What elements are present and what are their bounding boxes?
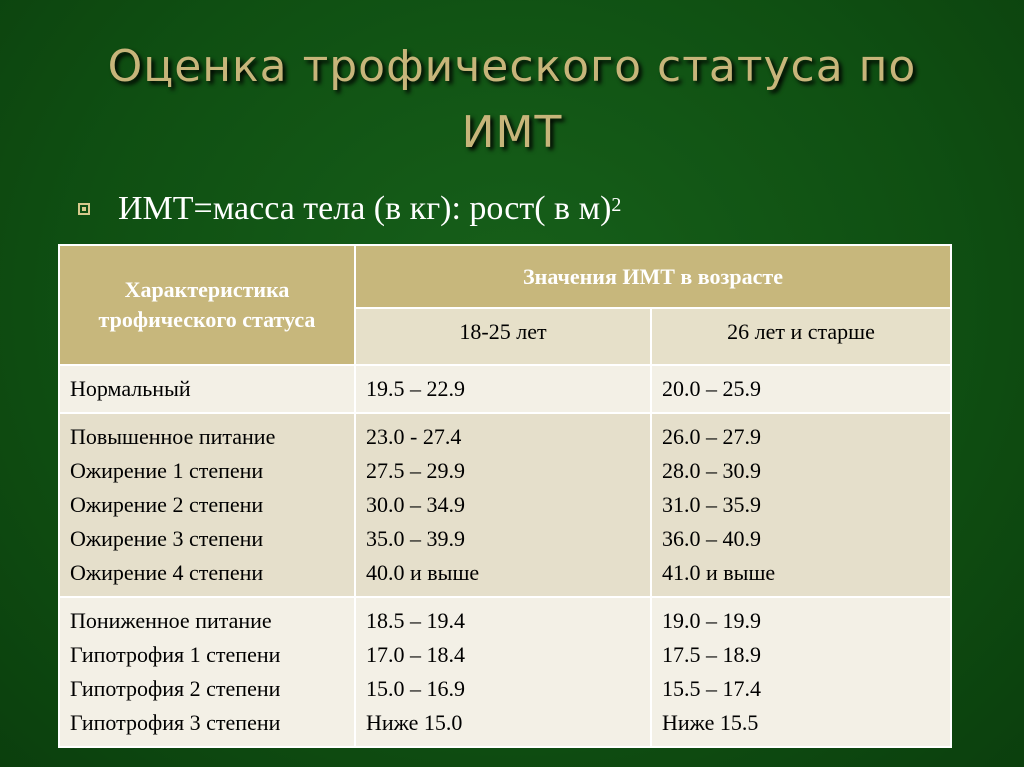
formula-superscript: 2 bbox=[611, 193, 622, 216]
status-line: Гипотрофия 3 степени bbox=[70, 710, 281, 735]
header-age-18-25: 18-25 лет bbox=[355, 308, 651, 365]
bmi-table bbox=[58, 244, 952, 748]
age-26-plus-line: 28.0 – 30.9 bbox=[662, 458, 761, 483]
table-row bbox=[59, 365, 951, 413]
status-cell bbox=[59, 413, 355, 597]
age-26-plus-line: 17.5 – 18.9 bbox=[662, 642, 761, 667]
status-cell bbox=[59, 597, 355, 747]
age-26-plus-cell bbox=[651, 597, 951, 747]
age-18-25-line: 27.5 – 29.9 bbox=[366, 458, 465, 483]
age-18-25-line: Ниже 15.0 bbox=[366, 710, 463, 735]
age-26-plus-cell bbox=[651, 365, 951, 413]
age-26-plus-line: 36.0 – 40.9 bbox=[662, 526, 761, 551]
status-line: Гипотрофия 2 степени bbox=[70, 676, 281, 701]
age-18-25-cell bbox=[355, 365, 651, 413]
age-26-plus-line: 41.0 и выше bbox=[662, 560, 776, 585]
status-line: Повышенное питание bbox=[70, 424, 276, 449]
age-26-plus-line: Ниже 15.5 bbox=[662, 710, 759, 735]
status-line: Гипотрофия 1 степени bbox=[70, 642, 281, 667]
header-characteristic: Характеристика трофического статуса bbox=[59, 245, 355, 365]
status-line: Пониженное питание bbox=[70, 608, 272, 633]
header-age-26-plus: 26 лет и старше bbox=[651, 308, 951, 365]
age-18-25-line: 19.5 – 22.9 bbox=[366, 376, 465, 401]
age-18-25-cell bbox=[355, 597, 651, 747]
age-18-25-line: 40.0 и выше bbox=[366, 560, 480, 585]
age-18-25-line: 17.0 – 18.4 bbox=[366, 642, 465, 667]
age-26-plus-line: 15.5 – 17.4 bbox=[662, 676, 761, 701]
age-18-25-line: 18.5 – 19.4 bbox=[366, 608, 465, 633]
status-line: Ожирение 2 степени bbox=[70, 492, 264, 517]
status-line: Ожирение 4 степени bbox=[70, 560, 264, 585]
age-18-25-line: 23.0 - 27.4 bbox=[366, 424, 462, 449]
status-line: Ожирение 1 степени bbox=[70, 458, 264, 483]
status-line: Нормальный bbox=[70, 376, 191, 401]
formula-text: ИМТ=масса тела (в кг): рост( в м) bbox=[118, 190, 612, 227]
square-bullet-icon bbox=[78, 203, 90, 215]
slide-title bbox=[0, 34, 1024, 166]
title-line-1: Оценка трофического статуса по bbox=[107, 41, 917, 92]
table-body bbox=[59, 365, 951, 747]
age-26-plus-line: 20.0 – 25.9 bbox=[662, 376, 761, 401]
age-26-plus-line: 26.0 – 27.9 bbox=[662, 424, 761, 449]
header-values: Значения ИМТ в возрасте bbox=[355, 245, 951, 308]
bmi-formula bbox=[78, 190, 621, 228]
table-row bbox=[59, 413, 951, 597]
status-line: Ожирение 3 степени bbox=[70, 526, 264, 551]
table-row bbox=[59, 597, 951, 747]
age-26-plus-line: 19.0 – 19.9 bbox=[662, 608, 761, 633]
age-18-25-line: 15.0 – 16.9 bbox=[366, 676, 465, 701]
age-26-plus-line: 31.0 – 35.9 bbox=[662, 492, 761, 517]
age-18-25-cell bbox=[355, 413, 651, 597]
age-18-25-line: 35.0 – 39.9 bbox=[366, 526, 465, 551]
age-26-plus-cell bbox=[651, 413, 951, 597]
status-cell bbox=[59, 365, 355, 413]
age-18-25-line: 30.0 – 34.9 bbox=[366, 492, 465, 517]
title-line-2: ИМТ bbox=[461, 107, 563, 158]
